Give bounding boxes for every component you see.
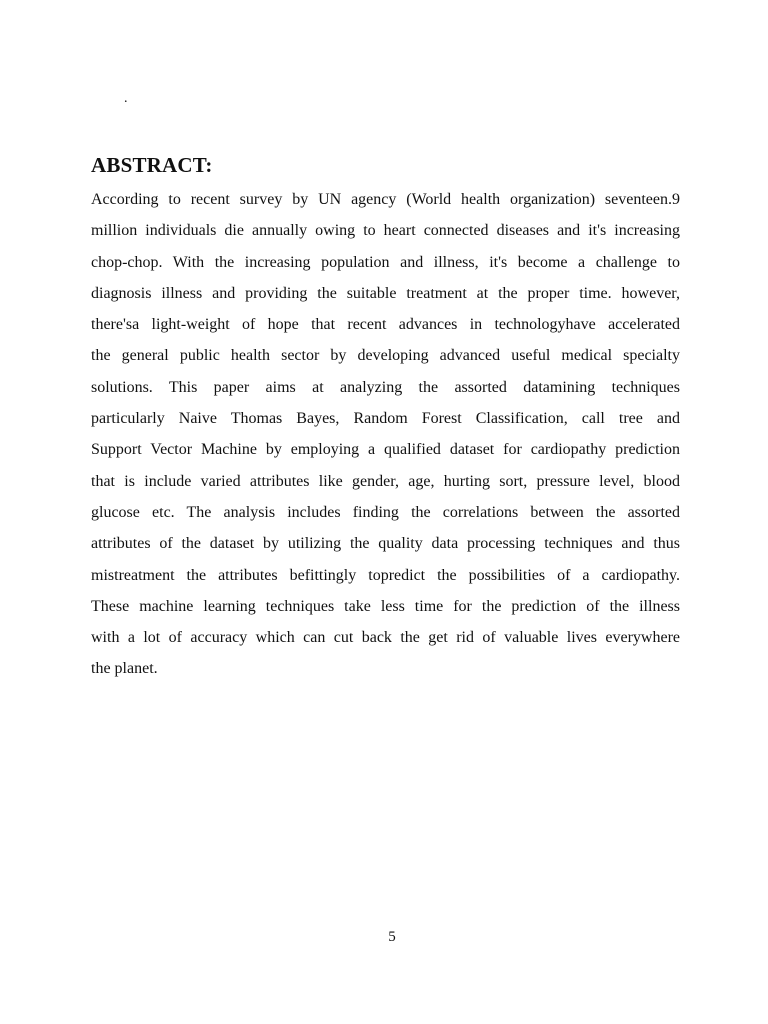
abstract-line: These machine learning techniques take less time for the prediction of the illness bbox=[91, 597, 680, 615]
abstract-line: mistreatment the attributes befittingly topredict the possibilities of a cardiopathy. bbox=[91, 566, 680, 584]
abstract-line: the planet. bbox=[91, 660, 158, 678]
page-number: 5 bbox=[388, 929, 396, 945]
abstract-line: According to recent survey by UN agency (World health organization) seventeen.9 bbox=[91, 191, 680, 208]
stray-dot-mark: . bbox=[124, 91, 128, 106]
abstract-line: million individuals die annually owing to heart connected diseases and it's increasing bbox=[91, 222, 680, 240]
abstract-line: diagnosis illness and providing the suitable treatment at the proper time. however, bbox=[91, 284, 680, 302]
abstract-line: the general public health sector by developing advanced useful medical specialty bbox=[91, 347, 680, 365]
abstract-line: with a lot of accuracy which can cut back the get rid of valuable lives everywhere bbox=[91, 629, 680, 647]
abstract-line: Support Vector Machine by employing a qualified dataset for cardiopathy prediction bbox=[91, 441, 680, 459]
abstract-line: particularly Naive Thomas Bayes, Random Forest Classification, call tree and bbox=[91, 410, 680, 428]
abstract-line: attributes of the dataset by utilizing the quality data processing techniques and thus bbox=[91, 535, 680, 553]
abstract-heading: ABSTRACT: bbox=[91, 153, 213, 177]
abstract-body bbox=[91, 184, 680, 685]
abstract-line: there'sa light-weight of hope that recent advances in technologyhave accelerated bbox=[91, 316, 680, 334]
abstract-line: solutions. This paper aims at analyzing the assorted datamining techniques bbox=[91, 378, 680, 396]
abstract-line: that is include varied attributes like gender, age, hurting sort, pressure level, blood bbox=[91, 472, 680, 490]
abstract-line: chop-chop. With the increasing population and illness, it's become a challenge to bbox=[91, 253, 680, 271]
abstract-line: glucose etc. The analysis includes finding the correlations between the assorted bbox=[91, 503, 680, 521]
